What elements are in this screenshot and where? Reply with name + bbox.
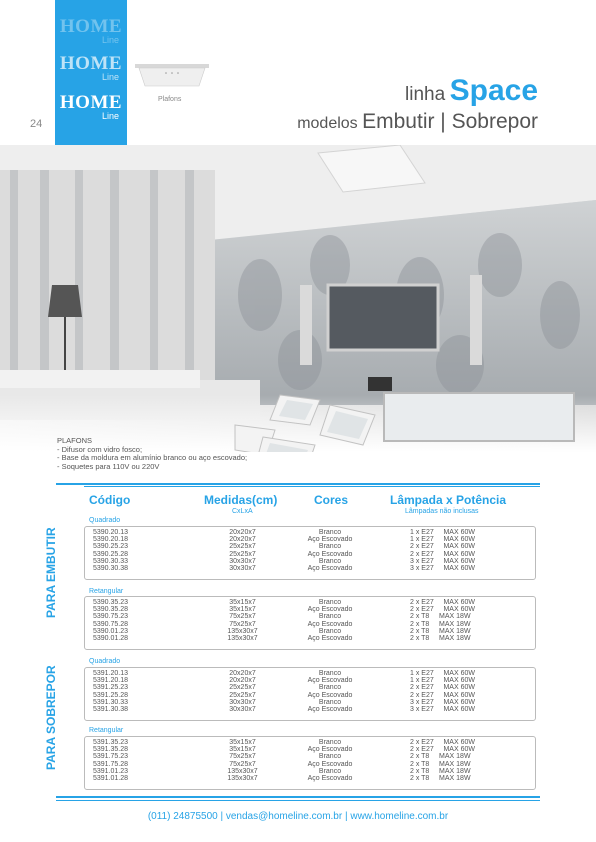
measures-column: 35x15x7 35x15x7 75x25x7 75x25x7 135x30x7 135x30x7 <box>227 739 258 783</box>
colors-column: Branco Aço Escovado Branco Aço Escovado Branco Aço Escovado <box>307 529 353 573</box>
feature-item: - Base da moldura em alumínio branco ou aço escovado; <box>57 453 248 462</box>
feature-item: - Soquetes para 110V ou 220V <box>57 461 160 471</box>
colors-column: Branco Aço Escovado Branco Aço Escovado Branco Aço Escovado <box>307 739 353 783</box>
codes-column: 5391.20.13 5391.20.18 5391.25.23 5391.25.28 5391.30.33 5391.30.38 <box>93 670 129 714</box>
logo-column <box>55 0 127 145</box>
measures-column: 20x20x7 20x20x7 25x25x7 25x25x7 30x30x7 30x30x7 <box>229 670 256 714</box>
codes-column: 5391.35.23 5391.35.28 5391.75.23 5391.75.28 5391.01.23 5391.01.28 <box>93 739 129 783</box>
measures-column: 20x20x7 20x20x7 25x25x7 25x25x7 30x30x7 30x30x7 <box>229 529 256 573</box>
group-label: Retangular <box>89 727 124 734</box>
section-label-sobrepor: PARA SOBREPOR <box>44 665 58 770</box>
group-label: Retangular <box>89 588 124 595</box>
table-top-rule-thin <box>84 486 540 487</box>
lamps-column: 2 x E27 MAX 60W 2 x E27 MAX 60W 2 x T8 MAX 18W 2 x T8 MAX 18W 2 x T8 MAX 18W 2 x T8 MAX 18W <box>410 739 475 783</box>
measures-column: 35x15x7 35x15x7 75x25x7 75x25x7 135x30x7 135x30x7 <box>227 599 258 643</box>
title-main: Space <box>449 74 538 107</box>
lamp-header: Lâmpada x Potência <box>390 493 507 507</box>
measures-header: Medidas(cm) <box>204 493 278 507</box>
homeline-logo: HOME Line <box>59 92 123 121</box>
codes-column: 5390.20.13 5390.20.18 5390.25.23 5390.25.28 5390.30.33 5390.30.38 <box>93 529 129 573</box>
codes-column: 5390.35.23 5390.35.28 5390.75.23 5390.75.28 5390.01.23 5390.01.28 <box>93 599 129 643</box>
feature-item: - Difusor com vidro fosco; <box>57 444 143 454</box>
subtitle-prefix: modelos <box>297 115 358 132</box>
lamps-column: 2 x E27 MAX 60W 2 x E27 MAX 60W 2 x T8 MAX 18W 2 x T8 MAX 18W 2 x T8 MAX 18W 2 x T8 MAX 18W <box>410 599 475 643</box>
group-label: Quadrado <box>89 658 121 665</box>
table-top-rule <box>56 483 540 485</box>
plafon-fixture-image <box>133 60 211 88</box>
room-photo <box>0 145 596 452</box>
section-label-embutir: PARA EMBUTIR <box>44 527 58 618</box>
features-title: PLAFONS <box>57 436 93 445</box>
features-list <box>57 437 247 471</box>
page-number: 24 <box>30 118 43 130</box>
group-label: Quadrado <box>89 517 121 524</box>
lamps-column: 1 x E27 MAX 60W 1 x E27 MAX 60W 2 x E27 MAX 60W 2 x E27 MAX 60W 3 x E27 MAX 60W 3 x E27 MAX 60W <box>410 670 475 714</box>
footer-rule-thin <box>56 800 540 801</box>
lamp-subheader: Lâmpadas não inclusas <box>405 508 479 515</box>
plafons-label: Plafons <box>158 96 182 103</box>
code-header: Código <box>89 493 131 507</box>
models-subtitle <box>297 110 538 134</box>
product-line-title <box>405 74 538 108</box>
colors-header: Cores <box>314 493 349 507</box>
lamps-column: 1 x E27 MAX 60W 1 x E27 MAX 60W 2 x E27 MAX 60W 2 x E27 MAX 60W 3 x E27 MAX 60W 3 x E27 MAX 60W <box>410 529 475 573</box>
subtitle-main: Embutir | Sobrepor <box>362 110 538 133</box>
logo-faded-middle: HOME Line <box>59 53 123 82</box>
title-prefix: linha <box>405 84 446 105</box>
footer-rule <box>56 796 540 798</box>
colors-column: Branco Aço Escovado Branco Aço Escovado Branco Aço Escovado <box>307 670 353 714</box>
colors-column: Branco Aço Escovado Branco Aço Escovado Branco Aço Escovado <box>307 599 353 643</box>
measures-subheader: CxLxA <box>232 508 253 515</box>
logo-faded-top: HOME Line <box>59 16 123 45</box>
contact-info: (011) 24875500 | vendas@homeline.com.br | www.homeline.com.br <box>147 811 449 822</box>
